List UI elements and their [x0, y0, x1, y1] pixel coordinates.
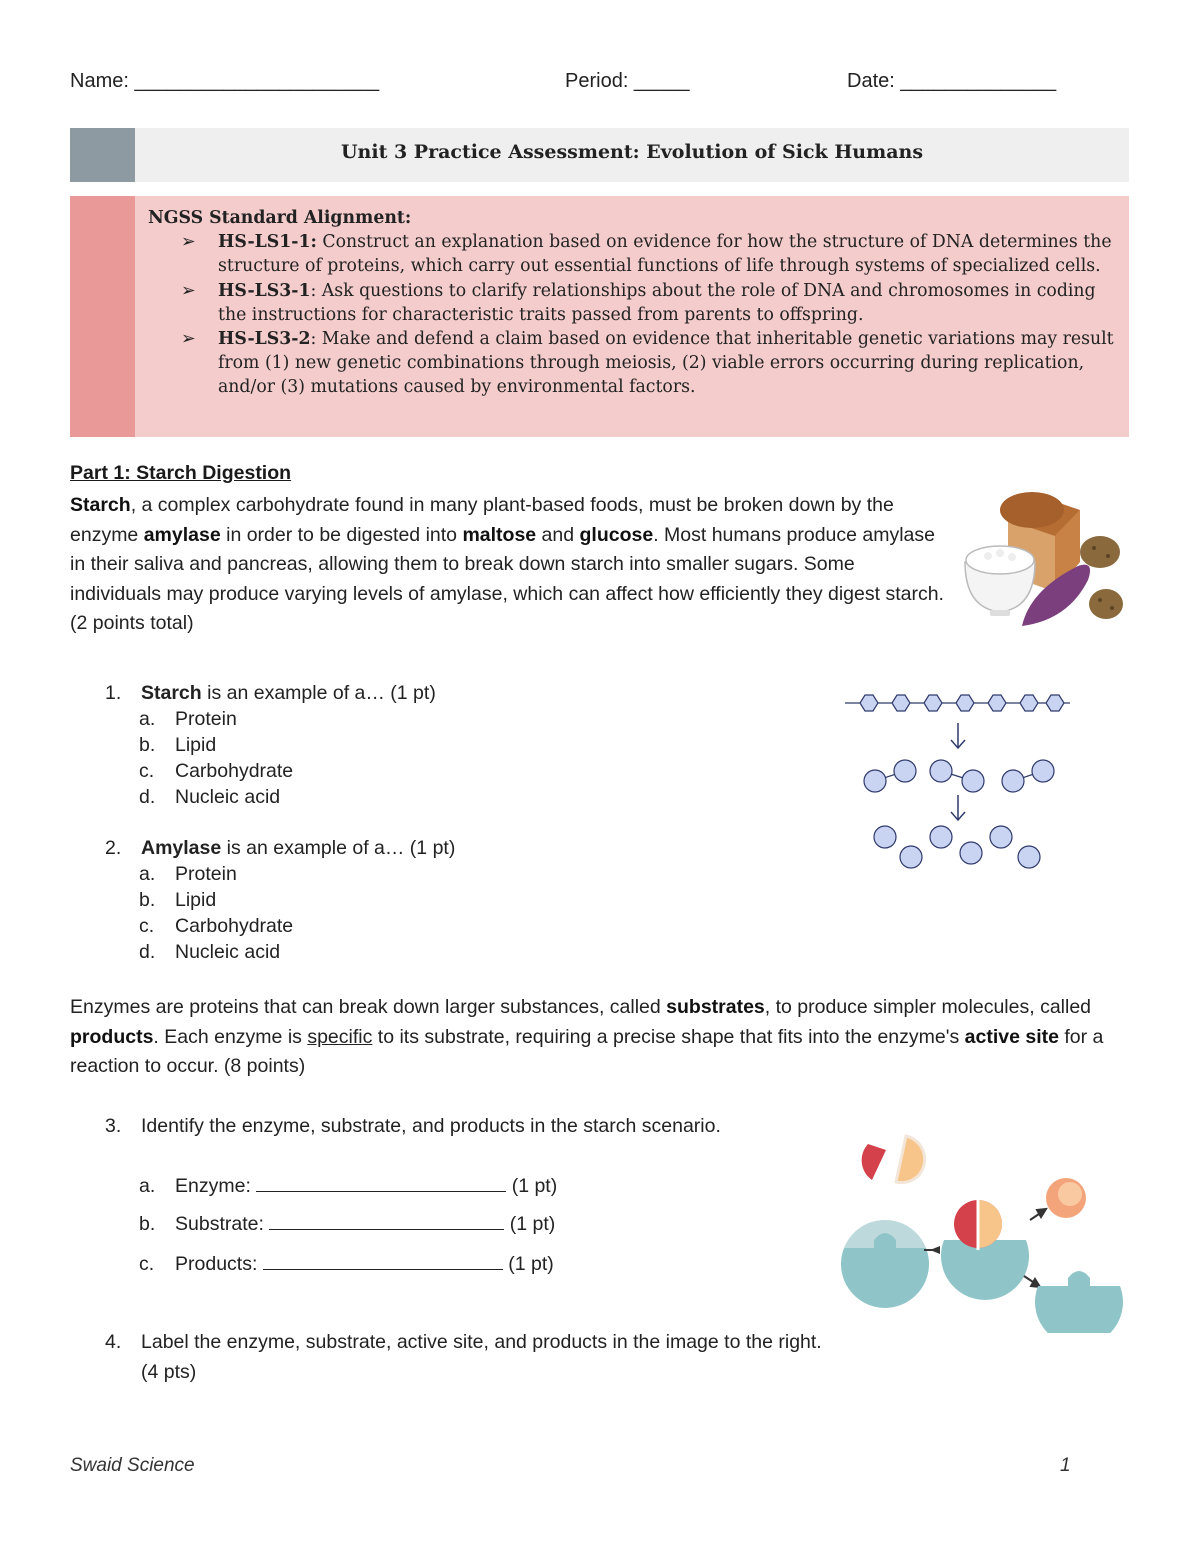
option-text: Nucleic acid [175, 941, 281, 963]
question-text: Identify the enzyme, substrate, and products in the starch scenario. [141, 1115, 721, 1137]
arrowhead-bullet-icon: ➢ [181, 280, 196, 301]
arrowhead-bullet-icon: ➢ [181, 232, 196, 253]
intro-paragraph [70, 491, 950, 639]
term-products: products [70, 1025, 154, 1048]
option-text: Carbohydrate [175, 760, 294, 782]
footer-brand: Swaid Science [70, 1455, 195, 1476]
ngss-box-tab [70, 196, 135, 437]
term-active-site: active site [964, 1025, 1059, 1048]
product-icon [1046, 1178, 1086, 1218]
question-number: 2. [105, 837, 122, 859]
option-text: Lipid [175, 889, 217, 911]
enzyme-icon [1035, 1271, 1123, 1333]
answer-option[interactable] [105, 861, 665, 887]
option-letter: b. [139, 889, 156, 911]
question-2 [105, 835, 665, 965]
question-text: Label the enzyme, substrate, active site, and products in the image to the right. (4 pts) [141, 1331, 822, 1383]
question-text: is an example of a… (1 pt) [201, 682, 436, 704]
enzyme-substrate-diagram [838, 1128, 1123, 1333]
option-letter: d. [139, 786, 156, 808]
option-text: Lipid [175, 734, 217, 756]
rice-bowl-icon [965, 546, 1035, 616]
question-1 [105, 680, 665, 810]
option-letter: c. [139, 915, 155, 937]
title-band [70, 128, 1129, 182]
enzyme-paragraph [70, 993, 1130, 1082]
text: for a reaction to occur. (8 points) [70, 1025, 1104, 1077]
answer-option[interactable] [105, 939, 665, 965]
item-letter: b. [139, 1213, 156, 1235]
item-letter: a. [139, 1175, 156, 1197]
products-blank[interactable] [263, 1251, 503, 1270]
answer-option[interactable] [105, 913, 665, 939]
ngss-standard [148, 230, 1115, 278]
standard-code: HS-LS1-1: [218, 232, 317, 253]
option-text: Carbohydrate [175, 915, 294, 937]
answer-line-enzyme[interactable] [105, 1173, 557, 1199]
answer-line-substrate[interactable] [105, 1211, 555, 1237]
substrate-blank[interactable] [269, 1211, 504, 1230]
standard-text: : Make and defend a claim based on evidence that inheritable genetic variations may result from (1) new genetic combinations through meiosis, (2) viable errors occurring during replication, and/or (3) mutations caused by environmental factors. [218, 329, 1114, 398]
substrate-icon [862, 1136, 925, 1183]
page-number: 1 [1060, 1455, 1071, 1476]
text: . Most humans produce amylase in their saliva and pancreas, allowing them to break down starch into smaller sugars. Some individuals may produce varying levels of amylase, which can affect how efficiently they digest starch. (2 points total) [70, 523, 944, 634]
question-4 [105, 1328, 825, 1387]
option-letter: c. [139, 760, 155, 782]
arrowhead-bullet-icon: ➢ [181, 329, 196, 350]
text: , to produce simpler molecules, called [764, 996, 1092, 1018]
item-label: Enzyme: [175, 1175, 251, 1197]
term-starch: Starch [141, 682, 202, 704]
answer-option[interactable] [105, 887, 665, 913]
question-number: 1. [105, 682, 122, 704]
ngss-box [70, 196, 1129, 437]
starch-foods-illustration [960, 480, 1130, 630]
option-letter: d. [139, 941, 156, 963]
points: (1 pt) [508, 1253, 554, 1275]
option-text: Protein [175, 863, 237, 885]
title-band-tab [70, 128, 135, 182]
standard-text: Construct an explanation based on evidence for how the structure of DNA determines the structure of proteins, which carry out essential functions of life through systems of specialized cells. [218, 232, 1112, 277]
answer-option[interactable] [105, 706, 665, 732]
answer-option[interactable] [105, 732, 665, 758]
term-amylase: amylase [143, 523, 221, 546]
answer-option[interactable] [105, 784, 665, 810]
name-field[interactable]: Name: ______________________ [70, 70, 380, 92]
question-text: is an example of a… (1 pt) [221, 837, 456, 859]
page-title: Unit 3 Practice Assessment: Evolution of Sick Humans [340, 141, 924, 163]
term-amylase: Amylase [141, 837, 222, 859]
answer-line-products[interactable] [105, 1251, 554, 1277]
enzyme-icon [841, 1220, 929, 1308]
option-letter: b. [139, 734, 156, 756]
term-maltose: maltose [462, 523, 537, 546]
option-letter: a. [139, 708, 156, 730]
standard-code: HS-LS3-2 [218, 329, 311, 350]
points: (1 pt) [511, 1175, 558, 1197]
text: to its substrate, requiring a precise shape that fits into the enzyme's [372, 1025, 965, 1048]
standard-code: HS-LS3-1 [218, 280, 311, 301]
item-label: Substrate: [175, 1213, 264, 1235]
text: and [536, 523, 580, 546]
points: (1 pt) [509, 1213, 556, 1235]
date-field[interactable]: Date: ______________ [847, 70, 1057, 92]
option-text: Protein [175, 708, 237, 730]
text: in order to be digested into [220, 523, 463, 546]
starch-hydrolysis-diagram [845, 685, 1075, 875]
term-substrates: substrates [666, 996, 765, 1018]
text: . Each enzyme is [153, 1025, 308, 1048]
text: , a complex carbohydrate found in many plant-based foods, must be broken down by the enzyme [70, 494, 894, 546]
enzyme-substrate-complex-icon [941, 1198, 1029, 1300]
part-heading: Part 1: Starch Digestion [70, 462, 292, 484]
question-3 [105, 1113, 825, 1139]
standard-text: : Ask questions to clarify relationships about the role of DNA and chromosomes in coding the instructions for characteristic traits passed from parents to offspring. [218, 280, 1096, 325]
text: Enzymes are proteins that can break down larger substances, called [70, 996, 667, 1018]
term-specific: specific [307, 1025, 373, 1048]
item-label: Products: [175, 1253, 258, 1275]
ngss-standard [148, 327, 1115, 400]
question-number: 4. [105, 1331, 122, 1353]
ngss-standard [148, 279, 1115, 327]
question-number: 3. [105, 1115, 122, 1137]
item-letter: c. [139, 1253, 155, 1275]
ngss-title: NGSS Standard Alignment: [148, 208, 412, 228]
answer-option[interactable] [105, 758, 665, 784]
term-starch: Starch [70, 494, 131, 516]
option-text: Nucleic acid [175, 786, 281, 808]
term-glucose: glucose [579, 523, 654, 546]
enzyme-blank[interactable] [256, 1173, 506, 1192]
option-letter: a. [139, 863, 156, 885]
period-field[interactable]: Period: _____ [565, 70, 690, 92]
